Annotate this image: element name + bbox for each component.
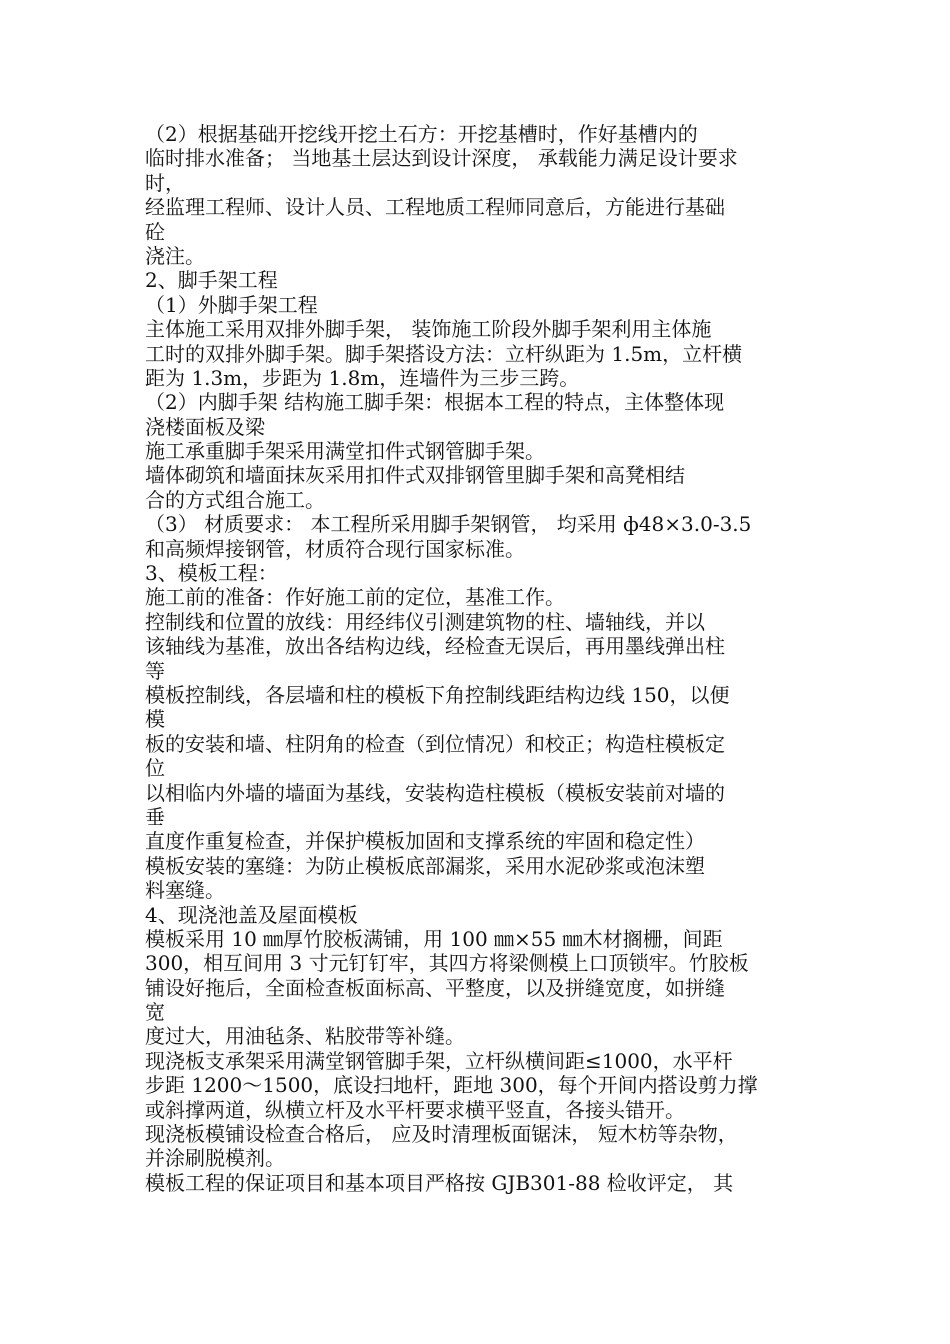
text-line: 板的安装和墙、柱阴角的检查（到位情况）和校正；构造柱模板定 [145, 731, 725, 756]
text-line: 等 [145, 658, 165, 683]
text-line: 并涂刷脱模剂。 [145, 1146, 285, 1171]
text-line: 模 [145, 707, 165, 732]
text-line: 模板安装的塞缝：为防止模板底部漏浆，采用水泥砂浆或泡沫塑 [145, 853, 705, 878]
text-line: 墙体砌筑和墙面抹灰采用扣件式双排钢管里脚手架和高凳相结 [145, 463, 685, 488]
text-line: 以相临内外墙的墙面为基线，安装构造柱模板（模板安装前对墙的 [145, 780, 725, 805]
text-line: 位 [145, 756, 165, 781]
text-line: （2）内脚手架 结构施工脚手架：根据本工程的特点，主体整体现 [145, 390, 725, 415]
text-line: 和高频焊接钢管，材质符合现行国家标准。 [145, 536, 525, 561]
text-line: 现浇板模铺设检查合格后， 应及时清理板面锯沫， 短木枋等杂物， [145, 1122, 738, 1147]
text-line: 宽 [145, 1000, 165, 1025]
text-line: 铺设好拖后，全面检查板面标高、平整度，以及拼缝宽度，如拼缝 [145, 975, 725, 1000]
text-line: 模板控制线，各层墙和柱的模板下角控制线距结构边线 150，以便 [145, 682, 730, 707]
text-line: 模板工程的保证项目和基本项目严格按 GJB301-88 检收评定， 其 [145, 1170, 734, 1195]
text-line: 4、现浇池盖及屋面模板 [145, 902, 358, 927]
text-line: 浇楼面板及梁 [145, 414, 265, 439]
text-line: 该轴线为基准，放出各结构边线，经检查无误后，再用墨线弹出柱 [145, 634, 725, 659]
text-line: 合的方式组合施工。 [145, 487, 325, 512]
text-line: 临时排水准备； 当地基土层达到设计深度， 承载能力满足设计要求 [145, 146, 738, 171]
text-line: 控制线和位置的放线：用经纬仪引测建筑物的柱、墙轴线，并以 [145, 609, 705, 634]
text-line: （2）根据基础开挖线开挖土石方：开挖基槽时，作好基槽内的 [145, 122, 698, 146]
text-line: 工时的双排外脚手架。脚手架搭设方法：立杆纵距为 1.5m，立杆横 [145, 341, 743, 366]
text-line: 度过大，用油毡条、粘胶带等补缝。 [145, 1024, 465, 1049]
text-line: 垂 [145, 804, 165, 829]
text-line: （1）外脚手架工程 [145, 292, 318, 317]
text-line: 距为 1.3m，步距为 1.8m，连墙件为三步三跨。 [145, 365, 580, 390]
text-line: 主体施工采用双排外脚手架， 装饰施工阶段外脚手架利用主体施 [145, 317, 712, 342]
text-line: 300，相互间用 3 寸元钉钉牢，其四方将梁侧模上口顶锁牢。竹胶板 [145, 951, 749, 976]
text-line: 浇注。 [145, 243, 205, 268]
text-line: 料塞缝。 [145, 878, 225, 903]
text-line: 直度作重复检查，并保护模板加固和支撑系统的牢固和稳定性） [145, 829, 705, 854]
text-line: 现浇板支承架采用满堂钢管脚手架，立杆纵横间距≤1000，水平杆 [145, 1048, 733, 1073]
text-line: 3、模板工程： [145, 561, 278, 586]
text-line: 或斜撑两道，纵横立杆及水平杆要求横平竖直，各接头错开。 [145, 1097, 685, 1122]
text-line: 步距 1200～1500，底设扫地杆，距地 300，每个开间内搭设剪力撑 [145, 1073, 758, 1098]
text-line: 经监理工程师、设计人员、工程地质工程师同意后，方能进行基础 [145, 195, 725, 220]
body-text [145, 122, 815, 1195]
text-line: 时， [145, 170, 185, 195]
text-line: 施工前的准备：作好施工前的定位，基准工作。 [145, 585, 565, 610]
text-line: （3） 材质要求： 本工程所采用脚手架钢管， 均采用 ф48×3.0-3.5 [145, 512, 752, 537]
text-line: 2、脚手架工程 [145, 268, 278, 293]
text-line: 砼 [145, 219, 165, 244]
text-line: 模板采用 10 ㎜厚竹胶板满铺，用 100 ㎜×55 ㎜木材搁栅，间距 [145, 926, 723, 951]
text-line: 施工承重脚手架采用满堂扣件式钢管脚手架。 [145, 439, 545, 464]
